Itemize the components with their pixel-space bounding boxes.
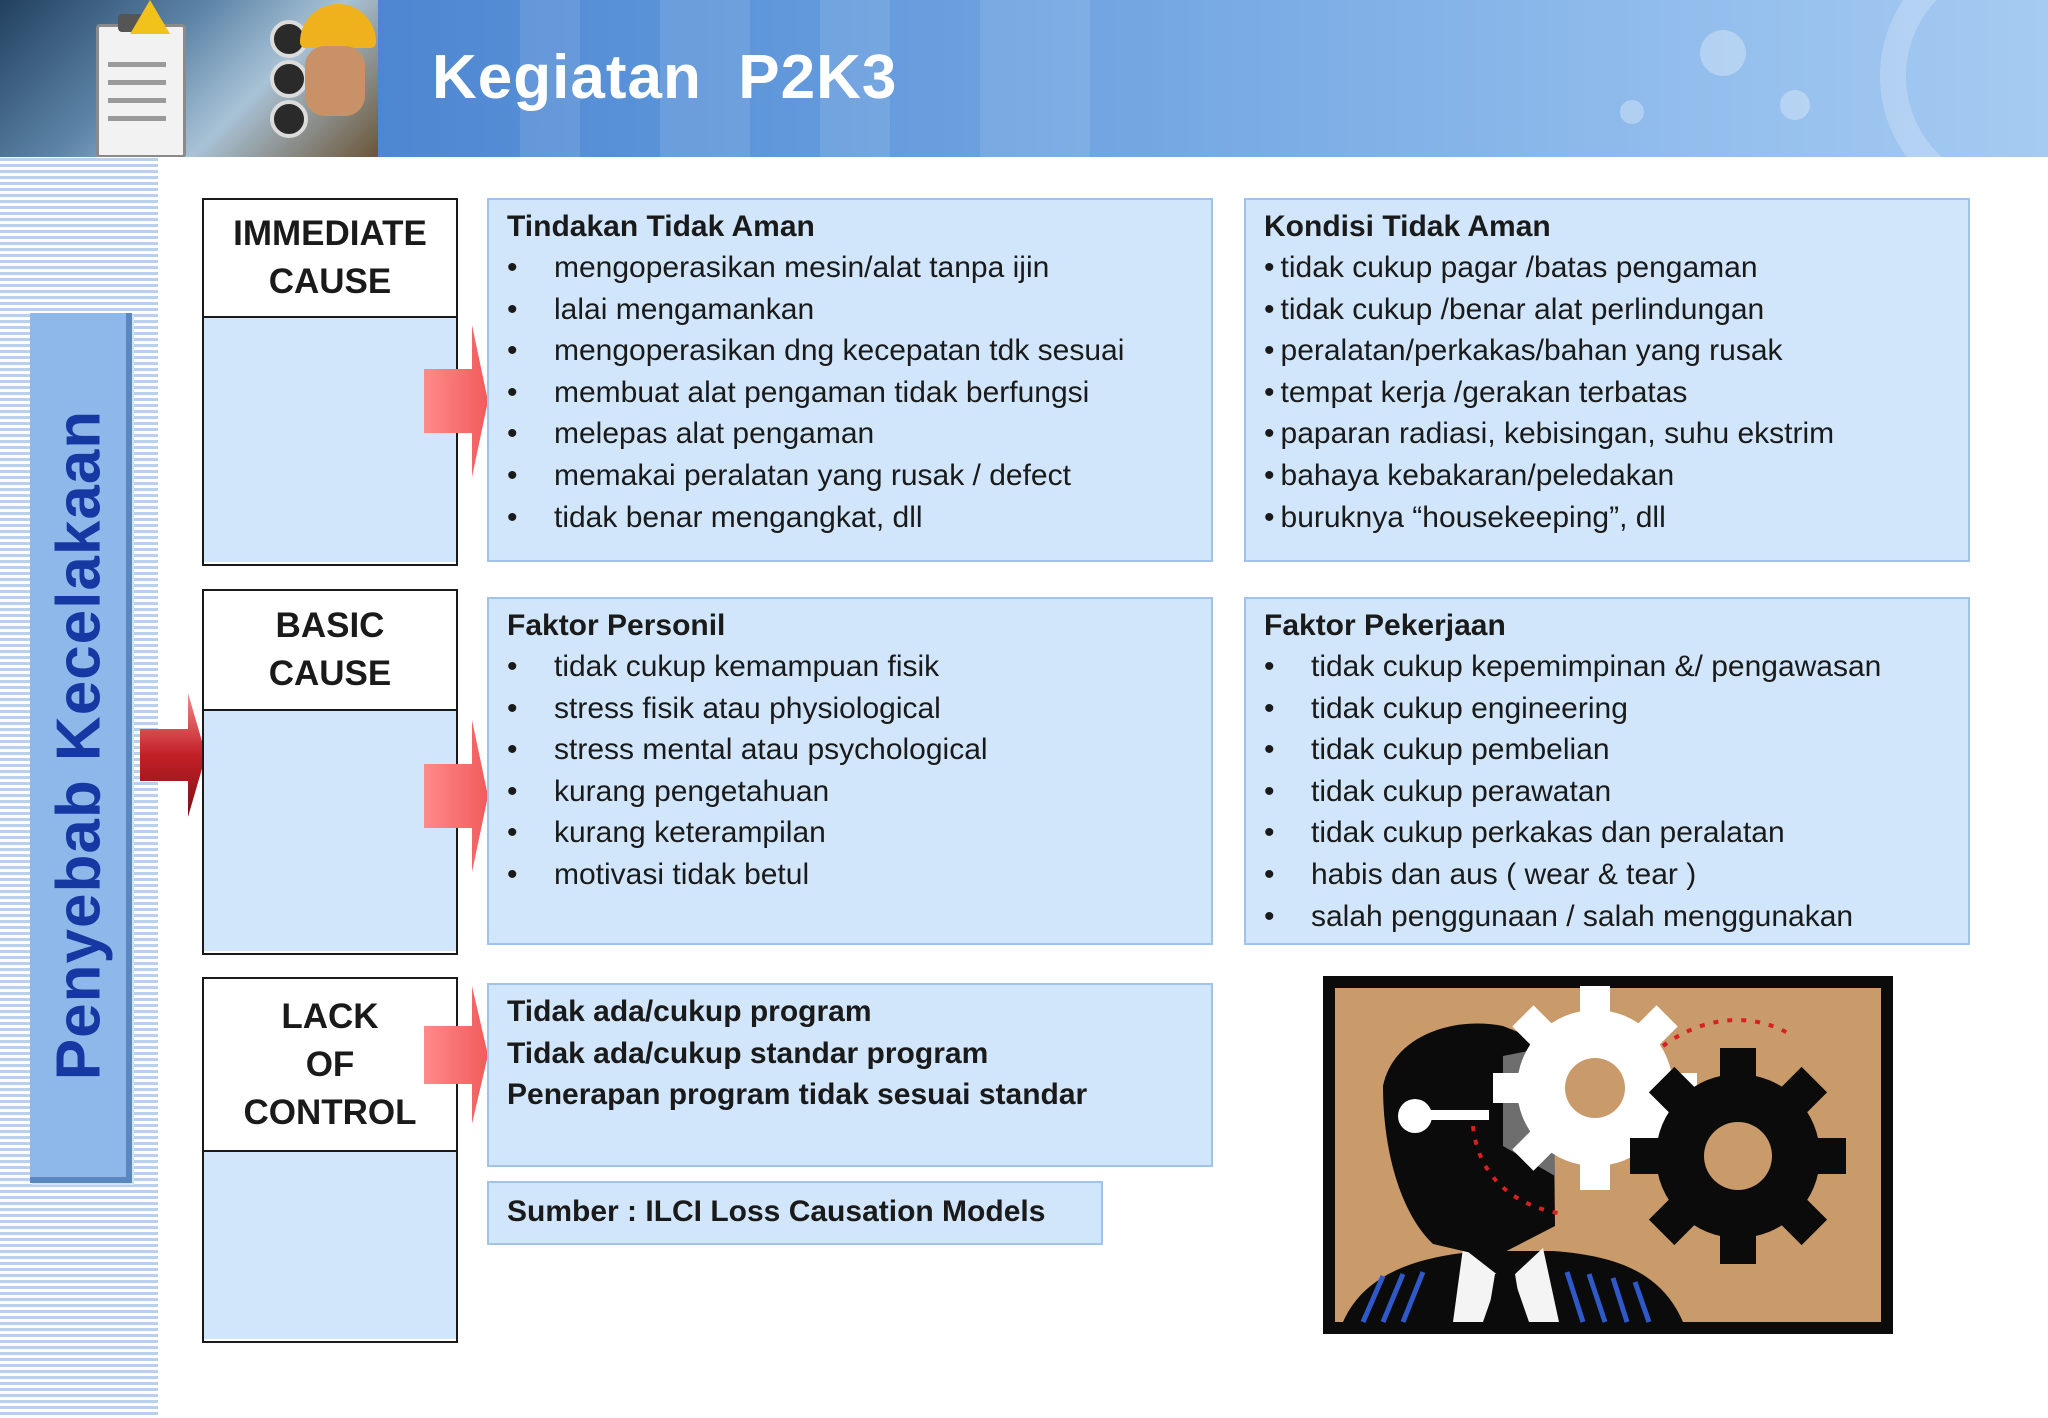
box-title: Tindakan Tidak Aman xyxy=(507,210,815,243)
list-item-text: habis dan aus ( wear & tear ) xyxy=(1311,857,1697,891)
list-item-text: mengoperasikan dng kecepatan tdk sesuai xyxy=(554,334,1125,368)
list-item-text: melepas alat pengaman xyxy=(554,417,875,451)
box-title: Kondisi Tidak Aman xyxy=(1264,210,1551,243)
gear-head-illustration xyxy=(1323,976,1893,1334)
box-title: Faktor Personil xyxy=(507,609,726,642)
immediate-cause-label xyxy=(204,200,456,318)
list-item xyxy=(1264,896,1950,938)
list-item xyxy=(1264,854,1950,896)
immediate-cause-arrow-icon xyxy=(424,325,488,477)
clipboard-line xyxy=(108,80,166,85)
bullet-icon: • xyxy=(507,251,518,284)
source-text: Sumber : ILCI Loss Causation Models xyxy=(507,1195,1046,1228)
faktor-pekerjaan-box xyxy=(1244,597,1970,945)
list-item-text: kurang keterampilan xyxy=(554,816,826,850)
immediate-cause-column xyxy=(202,198,458,566)
lack-of-control-label xyxy=(204,979,456,1152)
list-item xyxy=(1264,455,1950,497)
list-item xyxy=(507,247,1193,289)
box-title: Faktor Pekerjaan xyxy=(1264,609,1506,642)
list-item xyxy=(507,771,1193,813)
immediate-cause-body xyxy=(204,318,456,562)
list-item xyxy=(1264,812,1950,854)
list-item-text: tidak cukup /benar alat perlindungan xyxy=(1280,292,1765,326)
personil-list xyxy=(507,646,1193,896)
tindakan-list xyxy=(507,247,1193,538)
list-item xyxy=(1264,330,1950,372)
list-item xyxy=(1264,289,1950,331)
list-item-text: memakai peralatan yang rusak / defect xyxy=(554,458,1071,492)
worker-face-image xyxy=(305,46,365,116)
main-arrow-icon xyxy=(140,693,206,817)
gear-head-svg xyxy=(1323,976,1893,1334)
list-item-text: lalai mengamankan xyxy=(554,292,815,326)
list-item-text: tidak cukup kemampuan fisik xyxy=(554,650,940,683)
bullet-icon: • xyxy=(1264,774,1275,808)
black-gear-icon xyxy=(1630,1048,1846,1264)
warning-sign-icon xyxy=(130,0,170,34)
earpiece-icon xyxy=(1398,1099,1432,1133)
list-item-text: tidak cukup perkakas dan peralatan xyxy=(1311,816,1785,850)
bullet-icon: • xyxy=(507,334,518,368)
banner-dot-decoration xyxy=(1700,30,1746,76)
list-item xyxy=(507,646,1193,688)
list-item-text: peralatan/perkakas/bahan yang rusak xyxy=(1280,334,1783,368)
cause-label-line: CAUSE xyxy=(268,262,392,301)
list-item-text: bahaya kebakaran/peledakan xyxy=(1280,458,1675,492)
list-item xyxy=(1264,688,1950,730)
clipboard-line xyxy=(108,116,166,121)
bullet-icon: • xyxy=(507,650,518,683)
lack-of-control-body xyxy=(204,1152,456,1339)
list-item-text: mengoperasikan mesin/alat tanpa ijin xyxy=(554,251,1050,284)
basic-cause-label xyxy=(204,591,456,711)
faktor-personil-box xyxy=(487,597,1213,945)
list-item-text: tempat kerja /gerakan terbatas xyxy=(1280,375,1688,409)
list-item-text: tidak cukup perawatan xyxy=(1311,774,1612,808)
list-item xyxy=(507,330,1193,372)
bullet-icon: • xyxy=(507,774,518,808)
pekerjaan-list xyxy=(1264,646,1950,937)
list-item xyxy=(507,812,1193,854)
bullet-icon: • xyxy=(1264,292,1275,326)
list-item-text: tidak benar mengangkat, dll xyxy=(554,500,923,534)
bullet-icon: • xyxy=(1264,857,1275,891)
bullet-icon: • xyxy=(507,857,518,891)
safety-photo-collage xyxy=(0,0,378,157)
bullet-icon: • xyxy=(1264,334,1275,368)
cause-label-line: CAUSE xyxy=(268,654,392,693)
banner-ring-decoration xyxy=(1880,0,2048,157)
basic-cause-arrow-icon xyxy=(424,720,488,872)
list-item xyxy=(1264,413,1950,455)
list-item xyxy=(507,729,1193,771)
bullet-icon: • xyxy=(1264,733,1275,767)
bullet-icon: • xyxy=(1264,375,1275,409)
bullet-icon: • xyxy=(1264,251,1275,284)
clipboard-line xyxy=(108,62,166,67)
list-item xyxy=(507,688,1193,730)
earpiece-boom xyxy=(1427,1110,1489,1120)
bullet-icon: • xyxy=(1264,899,1275,933)
list-item xyxy=(507,413,1193,455)
lack-of-control-arrow-icon xyxy=(424,986,488,1124)
list-item-text: stress fisik atau physiological xyxy=(554,691,941,725)
banner-dot-decoration xyxy=(1620,100,1644,124)
kondisi-tidak-aman-box xyxy=(1244,198,1970,562)
kondisi-list xyxy=(1264,247,1950,538)
bullet-icon: • xyxy=(507,500,518,534)
list-item-text: tidak cukup engineering xyxy=(1311,691,1628,725)
clipboard-line xyxy=(108,98,166,103)
control-line: Tidak ada/cukup standar program xyxy=(507,1036,989,1070)
bullet-icon: • xyxy=(507,292,518,326)
lack-of-control-column xyxy=(202,977,458,1343)
lack-of-control-box xyxy=(487,983,1213,1167)
bullet-icon: • xyxy=(1264,650,1275,683)
cause-label-line: IMMEDIATE xyxy=(233,214,427,253)
header-banner xyxy=(0,0,2048,157)
list-item xyxy=(1264,372,1950,414)
tindakan-tidak-aman-box xyxy=(487,198,1213,562)
bullet-icon: • xyxy=(1264,816,1275,850)
list-item xyxy=(507,497,1193,539)
bullet-icon: • xyxy=(507,816,518,850)
cause-label-line: LACK xyxy=(281,996,379,1036)
hard-hat-icon xyxy=(300,4,376,48)
bullet-icon: • xyxy=(507,375,518,409)
bullet-icon: • xyxy=(1264,500,1275,534)
dial-icon xyxy=(270,60,308,98)
list-item-text: tidak cukup kepemimpinan &/ pengawasan xyxy=(1311,650,1882,683)
list-item xyxy=(1264,729,1950,771)
bullet-icon: • xyxy=(507,733,518,767)
list-item-text: paparan radiasi, kebisingan, suhu ekstrim xyxy=(1280,417,1835,451)
basic-cause-column xyxy=(202,589,458,955)
control-line: Penerapan program tidak sesuai standar xyxy=(507,1078,1088,1112)
list-item xyxy=(507,455,1193,497)
list-item-text: membuat alat pengaman tidak berfungsi xyxy=(554,375,1090,409)
bullet-icon: • xyxy=(1264,458,1275,492)
cause-label-line: BASIC xyxy=(275,606,385,645)
list-item xyxy=(1264,247,1950,289)
side-label-text: Penyebab Kecelakaan xyxy=(44,409,114,1081)
bullet-icon: • xyxy=(1264,691,1275,725)
list-item xyxy=(1264,646,1950,688)
list-item-text: tidak cukup pagar /batas pengaman xyxy=(1280,251,1758,284)
bullet-icon: • xyxy=(507,691,518,725)
page-title: Kegiatan P2K3 xyxy=(432,43,898,112)
basic-cause-body xyxy=(204,711,456,951)
bullet-icon: • xyxy=(507,458,518,492)
source-box xyxy=(487,1181,1103,1245)
banner-building-decoration xyxy=(980,0,1090,157)
list-item-text: kurang pengetahuan xyxy=(554,774,830,808)
list-item-text: tidak cukup pembelian xyxy=(1311,733,1610,767)
clipboard-image xyxy=(96,24,186,157)
list-item-text: motivasi tidak betul xyxy=(554,857,810,891)
list-item xyxy=(1264,497,1950,539)
bullet-icon: • xyxy=(507,417,518,451)
list-item xyxy=(507,289,1193,331)
bullet-icon: • xyxy=(1264,417,1275,451)
control-line: Tidak ada/cukup program xyxy=(507,995,872,1028)
dial-icon xyxy=(270,100,308,138)
list-item xyxy=(507,372,1193,414)
list-item-text: stress mental atau psychological xyxy=(554,733,988,767)
banner-dot-decoration xyxy=(1780,90,1810,120)
cause-label-line: CONTROL xyxy=(243,1092,417,1132)
list-item-text: salah penggunaan / salah menggunakan xyxy=(1311,899,1854,933)
list-item-text: buruknya “housekeeping”, dll xyxy=(1280,500,1666,534)
list-item xyxy=(1264,771,1950,813)
list-item xyxy=(507,854,1193,896)
cause-label-line: OF xyxy=(305,1044,355,1084)
